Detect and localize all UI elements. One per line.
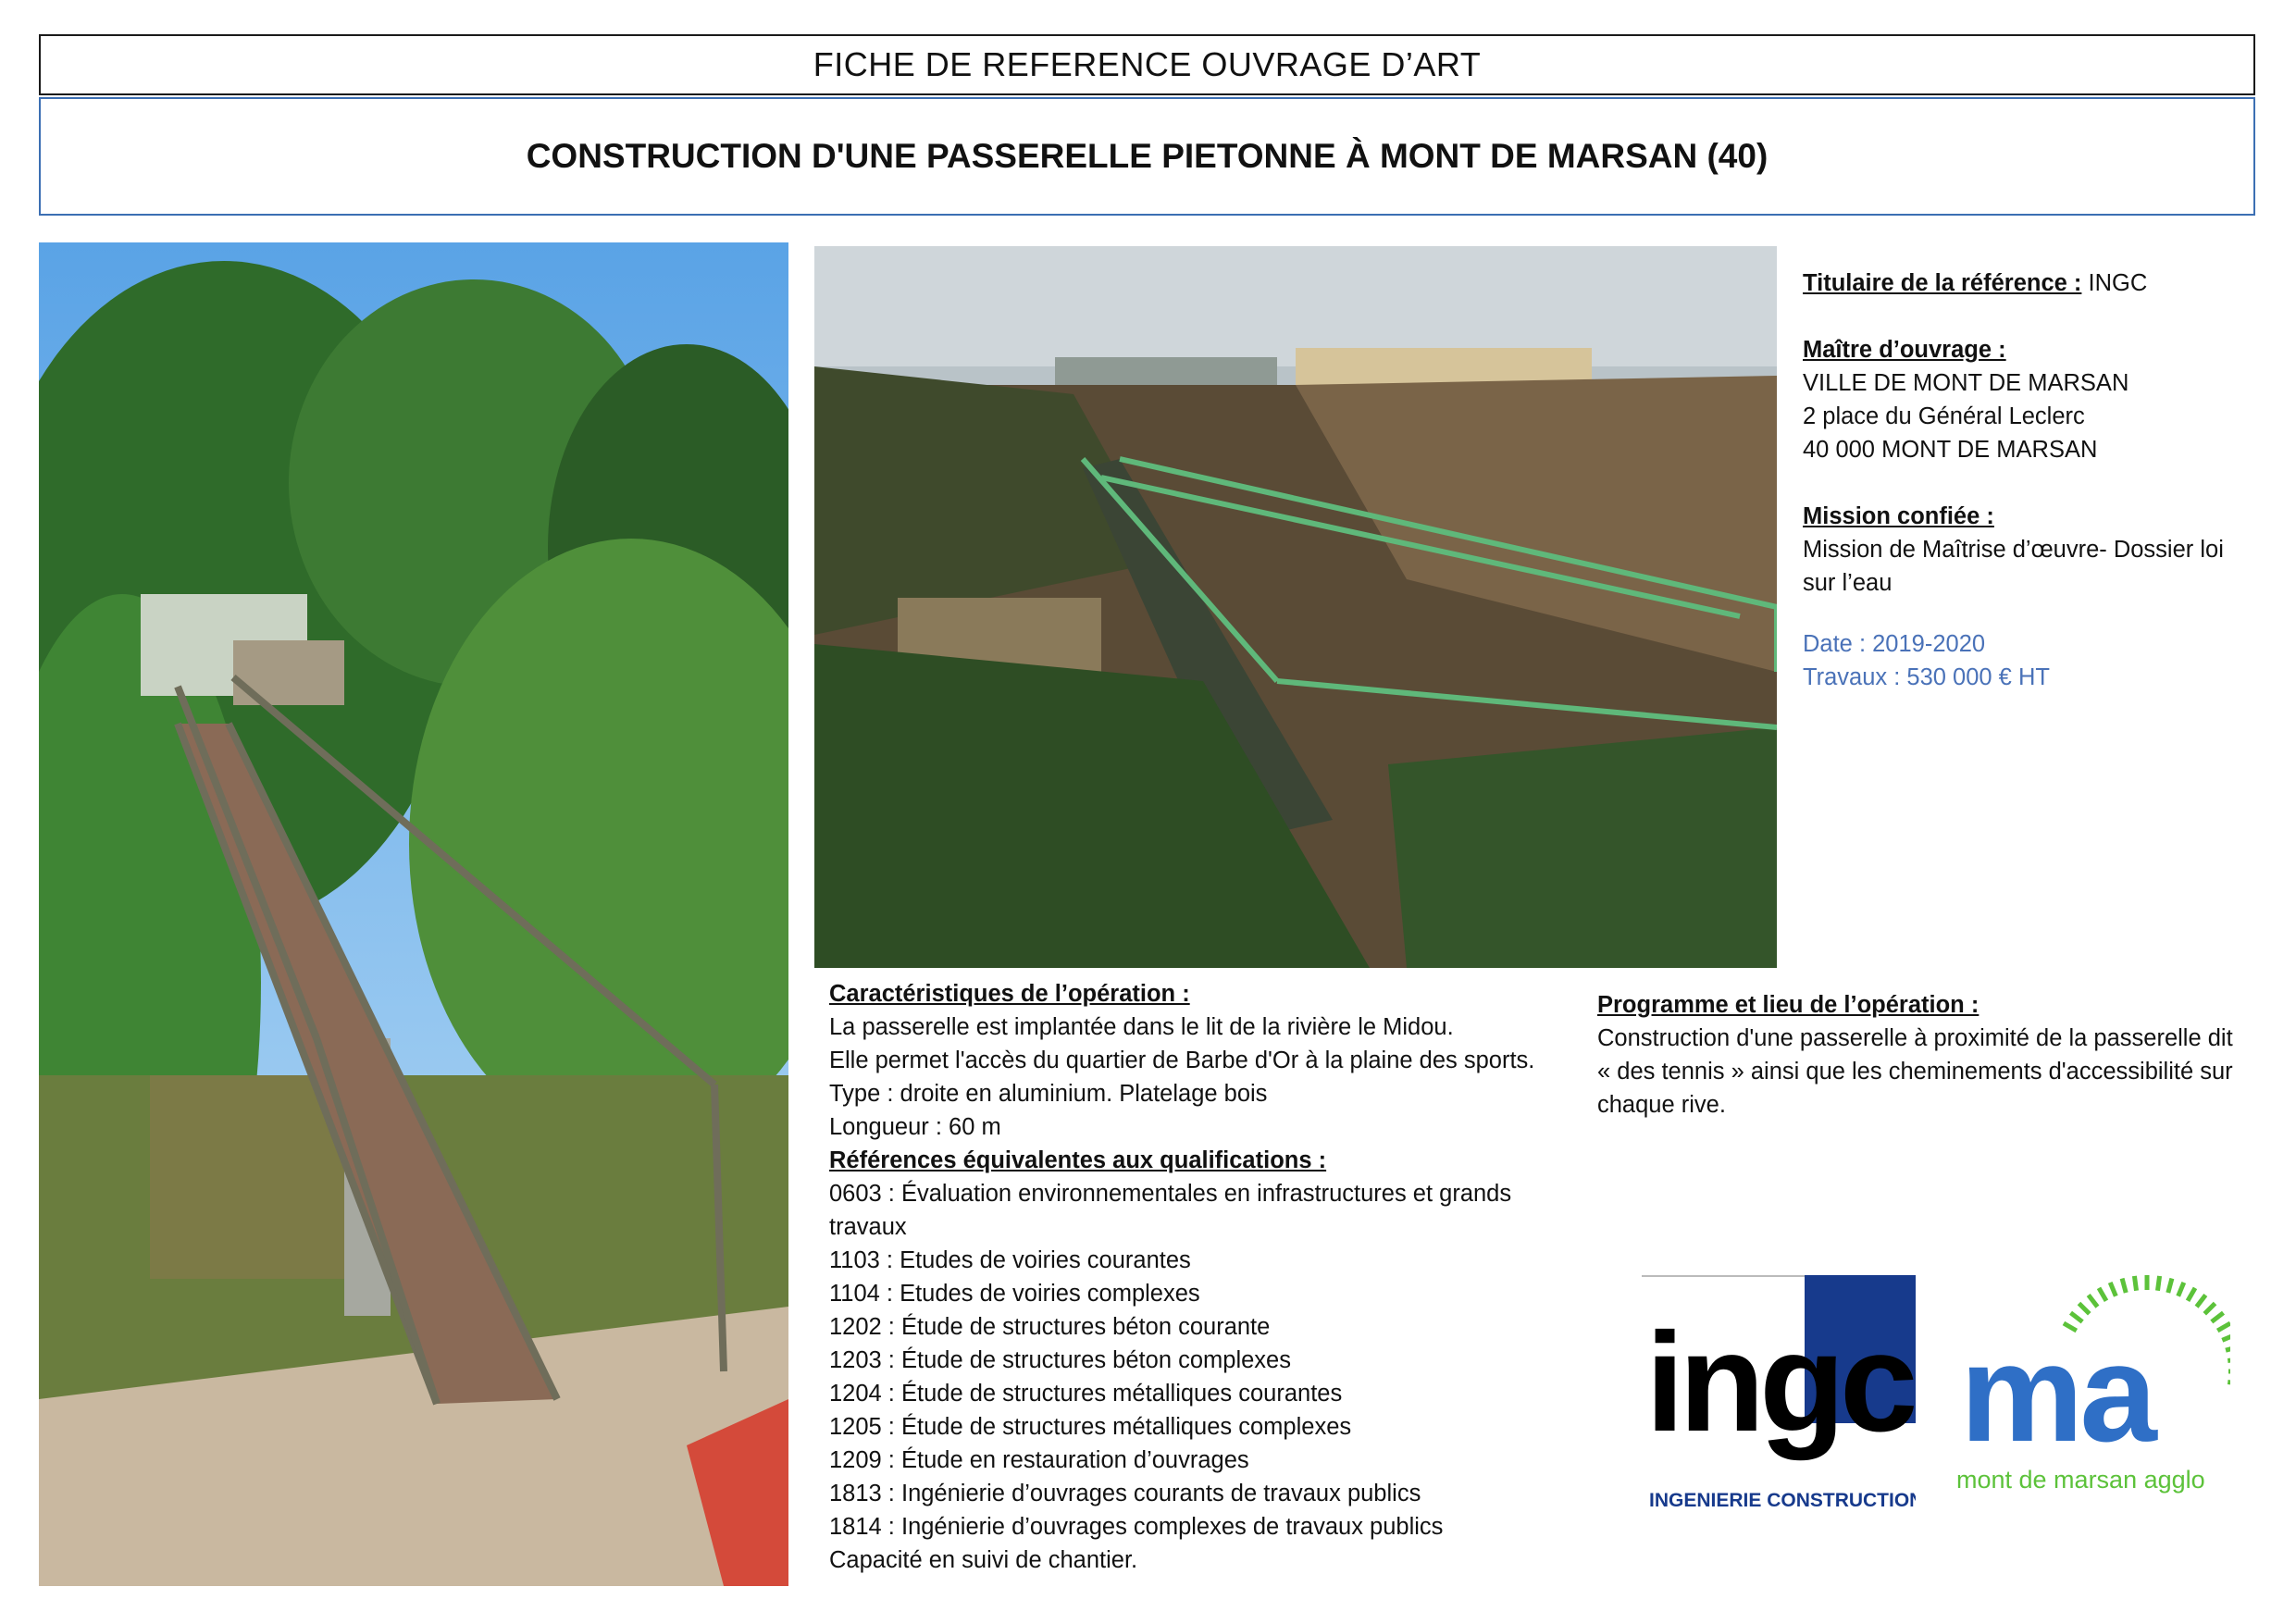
photo-new-footbridge [39, 242, 788, 1586]
ma-logo-tagline: mont de marsan agglo [1956, 1466, 2205, 1494]
owner-line: 40 000 MONT DE MARSAN [1803, 437, 2098, 463]
reference-line: Capacité en suivi de chantier. [829, 1547, 1138, 1573]
sun-ray [2228, 1358, 2230, 1360]
sun-ray [2226, 1346, 2230, 1350]
project-title-box [39, 97, 2255, 216]
reference-info [1803, 267, 2256, 694]
holder-label: Titulaire de la référence : [1803, 270, 2082, 296]
mission-label: Mission confiée : [1803, 503, 1994, 529]
sun-ray [2079, 1303, 2089, 1313]
characteristics-line: Elle permet l'accès du quartier de Barbe d'Or à la plaine des sports. [829, 1048, 1535, 1073]
reference-line: 1205 : Étude de structures métalliques complexes [829, 1414, 1352, 1440]
sun-ray [2099, 1288, 2106, 1301]
ma-logo-word: ma [1960, 1315, 2153, 1470]
works-amount: Travaux : 530 000 € HT [1803, 664, 2050, 690]
sun-ray [2122, 1279, 2126, 1293]
sun-ray [2089, 1295, 2098, 1307]
sun-ray [2178, 1283, 2184, 1296]
reference-line: 1813 : Ingénierie d’ouvrages courants de travaux publics [829, 1481, 1421, 1506]
owner-line: VILLE DE MONT DE MARSAN [1803, 370, 2129, 396]
sun-ray [2188, 1288, 2195, 1301]
reference-line: travaux [829, 1214, 907, 1240]
sun-ray [2197, 1295, 2206, 1307]
sun-ray [2110, 1283, 2116, 1296]
project-title: CONSTRUCTION D'UNE PASSERELLE PIETONNE À MONT DE MARSAN (40) [526, 137, 1769, 175]
program-line: Construction d'une passerelle à proximité de la passerelle dit [1597, 1025, 2233, 1051]
ingc-logo-tagline: INGENIERIE CONSTRUCTION [1649, 1490, 1916, 1511]
sun-ray [2217, 1323, 2230, 1331]
characteristics-label: Caractéristiques de l’opération : [829, 981, 1190, 1007]
program-section [1597, 988, 2282, 1122]
program-label: Programme et lieu de l’opération : [1597, 992, 1980, 1018]
characteristics-line: La passerelle est implantée dans le lit de la rivière le Midou. [829, 1014, 1454, 1040]
ingc-logo-word: ingc [1645, 1304, 1913, 1461]
characteristics-section [829, 977, 1588, 1577]
mission-line: sur l’eau [1803, 570, 1893, 596]
reference-line: 0603 : Évaluation environnementales en infrastructures et grands [829, 1181, 1512, 1207]
sun-ray [2157, 1276, 2159, 1291]
sun-ray [2134, 1276, 2136, 1291]
program-line: chaque rive. [1597, 1092, 1726, 1118]
reference-line: 1104 : Etudes de voiries complexes [829, 1281, 1200, 1307]
date-text: Date : 2019-2020 [1803, 631, 1986, 657]
mission-line: Mission de Maîtrise d’œuvre- Dossier loi [1803, 537, 2224, 563]
sheet-title-box [39, 34, 2255, 95]
reference-line: 1209 : Étude en restauration d’ouvrages [829, 1447, 1249, 1473]
program-line: « des tennis » ainsi que les cheminements d'accessibilité sur [1597, 1059, 2233, 1085]
sun-ray [2222, 1334, 2230, 1340]
reference-line: 1203 : Étude de structures béton complexes [829, 1347, 1291, 1373]
sun-ray [2204, 1303, 2215, 1313]
owner-line: 2 place du Général Leclerc [1803, 403, 2085, 429]
sheet-title: FICHE DE REFERENCE OUVRAGE D’ART [813, 45, 1482, 83]
holder-value: INGC [2088, 270, 2148, 296]
photo-existing-footbridge [814, 246, 1777, 968]
mont-de-marsan-agglo-logo [1953, 1270, 2230, 1512]
characteristics-line: Longueur : 60 m [829, 1114, 1001, 1140]
owner-label: Maître d’ouvrage : [1803, 337, 2006, 363]
reference-line: 1103 : Etudes de voiries courantes [829, 1247, 1191, 1273]
reference-line: 1202 : Étude de structures béton courante [829, 1314, 1271, 1340]
sun-ray [2212, 1313, 2224, 1322]
sun-ray [2228, 1382, 2230, 1383]
reference-line: 1204 : Étude de structures métalliques courantes [829, 1381, 1343, 1407]
holder-row [1803, 267, 2256, 300]
reference-line: 1814 : Ingénierie d’ouvrages complexes de travaux publics [829, 1514, 1444, 1540]
references-label: Références équivalentes aux qualifications : [829, 1147, 1327, 1173]
sun-ray [2168, 1279, 2172, 1293]
characteristics-line: Type : droite en aluminium. Platelage bois [829, 1081, 1268, 1107]
ingc-logo [1642, 1275, 1916, 1514]
